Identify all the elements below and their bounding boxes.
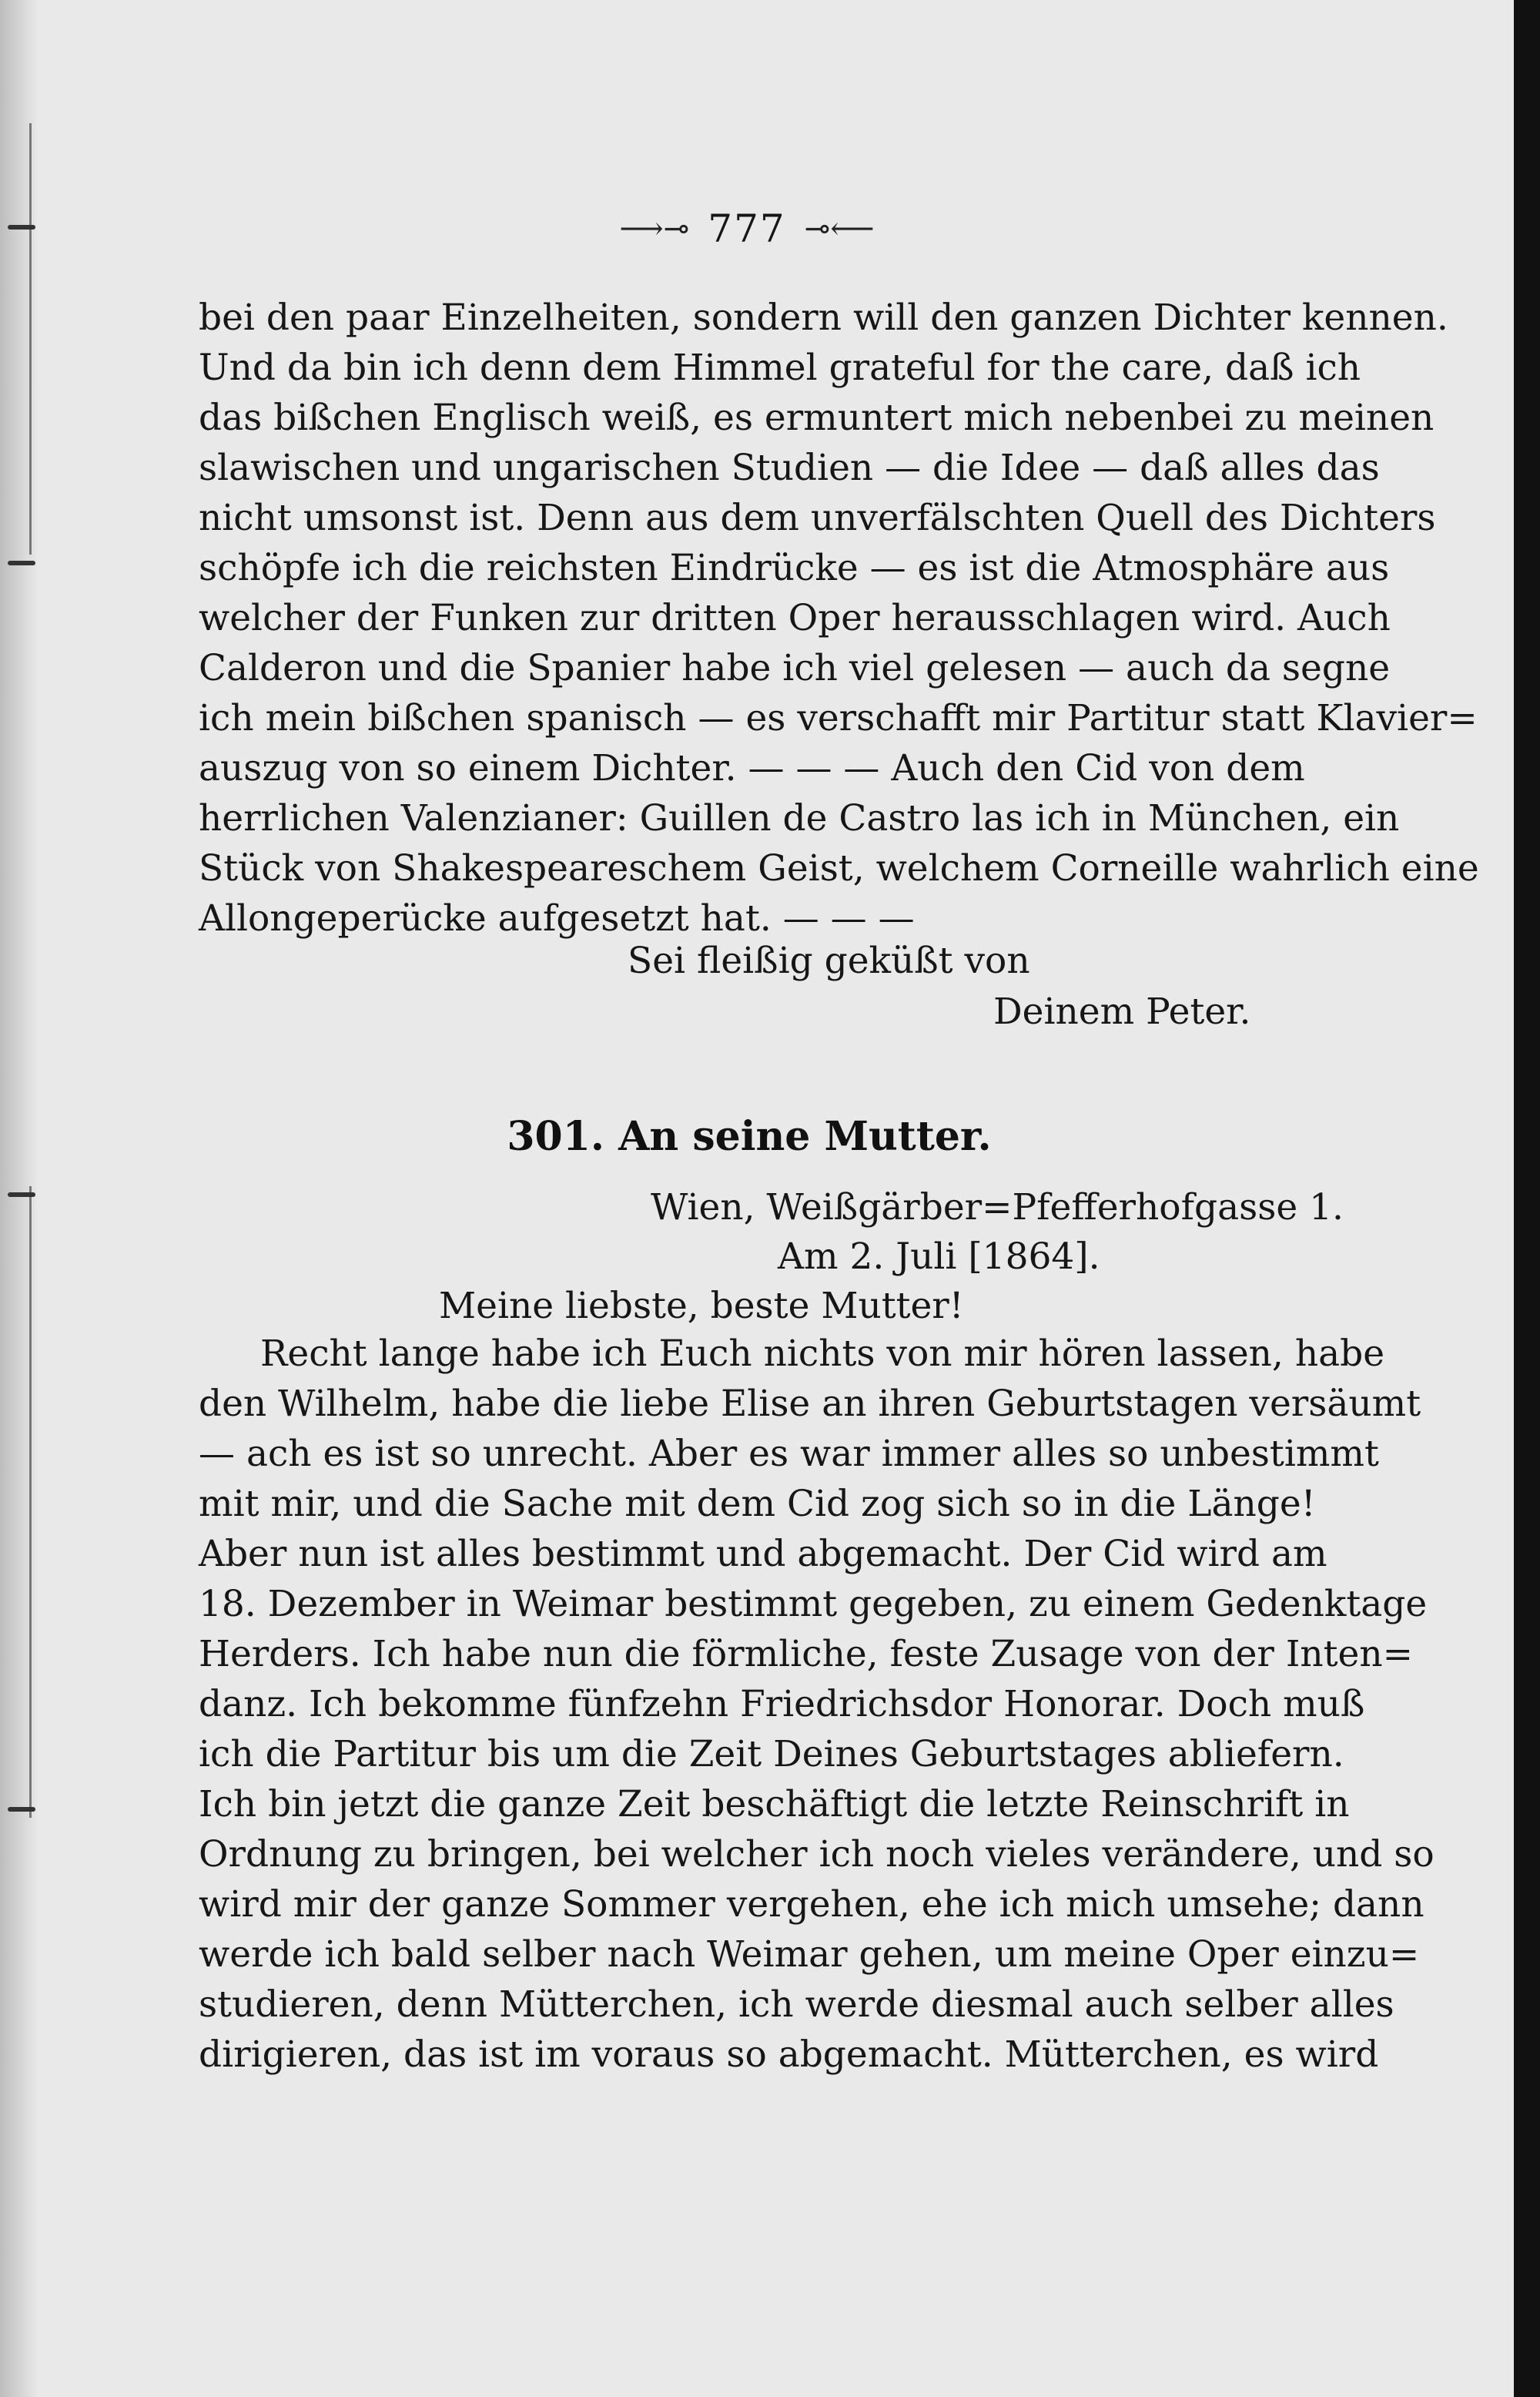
letter-closing: Sei fleißig geküßt von — [628, 940, 1030, 982]
text-line: wird mir der ganze Sommer vergehen, ehe ich mich umsehe; dann — [199, 1883, 1424, 1926]
text-line: 18. Dezember in Weimar bestimmt gegeben, zu einem Gedenktage — [199, 1583, 1428, 1625]
text-line: auszug von so einem Dichter. — — — Auch den Cid von dem — [199, 747, 1305, 790]
text-line: Stück von Shakespeareschem Geist, welchem Corneille wahrlich eine — [199, 847, 1479, 890]
text-line: ich die Partitur bis um die Zeit Deines Geburtstages abliefern. — [199, 1733, 1344, 1775]
text-line: das bißchen Englisch weiß, es ermuntert mich nebenbei zu meinen — [199, 397, 1435, 439]
letter-address: Wien, Weißgärber=Pfefferhofgasse 1. — [651, 1186, 1344, 1229]
page-edge-mark — [8, 1192, 35, 1197]
text-line: Calderon und die Spanier habe ich viel gelesen — auch da segne — [199, 647, 1391, 689]
letter-signature: Deinem Peter. — [993, 991, 1251, 1033]
letter-heading: 301. An seine Mutter. — [507, 1113, 992, 1160]
page-fold-line — [29, 1186, 32, 1818]
text-line: schöpfe ich die reichsten Eindrücke — es ist die Atmosphäre aus — [199, 547, 1390, 589]
page-number: 777 — [708, 206, 786, 251]
letter-salutation: Meine liebste, beste Mutter! — [439, 1285, 964, 1327]
ornament-left-icon: ⟶⊸ — [619, 211, 690, 246]
text-line: Ordnung zu bringen, bei welcher ich noch vieles verändere, und so — [199, 1833, 1435, 1876]
letter-date: Am 2. Juli [1864]. — [778, 1235, 1100, 1278]
text-line: mit mir, und die Sache mit dem Cid zog sich so in die Länge! — [199, 1483, 1316, 1525]
page-edge-shadow — [1514, 0, 1540, 2397]
text-line: slawischen und ungarischen Studien — die Idee — daß alles das — [199, 447, 1380, 489]
text-line: bei den paar Einzelheiten, sondern will den ganzen Dichter kennen. — [199, 297, 1448, 339]
letter-continuation — [199, 293, 1479, 944]
text-line: Herders. Ich habe nun die förmliche, feste Zusage von der Inten= — [199, 1633, 1414, 1675]
text-line: — ach es ist so unrecht. Aber es war immer alles so unbestimmt — [199, 1433, 1379, 1475]
text-line: Allongeperücke aufgesetzt hat. — — — — [199, 897, 915, 940]
text-line: Aber nun ist alles bestimmt und abgemacht. Der Cid wird am — [199, 1533, 1327, 1575]
text-line: herrlichen Valenzianer: Guillen de Castro las ich in München, ein — [199, 797, 1400, 840]
page-fold-line — [29, 123, 32, 555]
ornament-right-icon: ⊸⟵ — [804, 211, 875, 246]
text-line: Recht lange habe ich Euch nichts von mir hören lassen, habe — [260, 1333, 1385, 1375]
text-line: den Wilhelm, habe die liebe Elise an ihren Geburtstagen versäumt — [199, 1383, 1421, 1425]
text-line: Und da bin ich denn dem Himmel grateful for the care, daß ich — [199, 347, 1361, 389]
text-line: Ich bin jetzt die ganze Zeit beschäftigt die letzte Reinschrift in — [199, 1783, 1350, 1825]
text-line: nicht umsonst ist. Denn aus dem unverfälschten Quell des Dichters — [199, 497, 1436, 539]
text-line: danz. Ich bekomme fünfzehn Friedrichsdor Honorar. Doch muß — [199, 1683, 1365, 1725]
page-header — [601, 202, 893, 256]
letter-body — [199, 1329, 1435, 2080]
text-line: ich mein bißchen spanisch — es verschafft mir Partitur statt Klavier= — [199, 697, 1478, 739]
text-line: welcher der Funken zur dritten Oper herausschlagen wird. Auch — [199, 597, 1391, 639]
text-line: werde ich bald selber nach Weimar gehen, um meine Oper einzu= — [199, 1933, 1420, 1976]
page-edge-mark — [8, 561, 35, 565]
text-line: studieren, denn Mütterchen, ich werde diesmal auch selber alles — [199, 1983, 1394, 2026]
page-edge-mark — [8, 1807, 35, 1812]
page-edge-mark — [8, 225, 35, 230]
text-line: dirigieren, das ist im voraus so abgemacht. Mütterchen, es wird — [199, 2033, 1379, 2076]
spine-shadow — [0, 0, 38, 2397]
